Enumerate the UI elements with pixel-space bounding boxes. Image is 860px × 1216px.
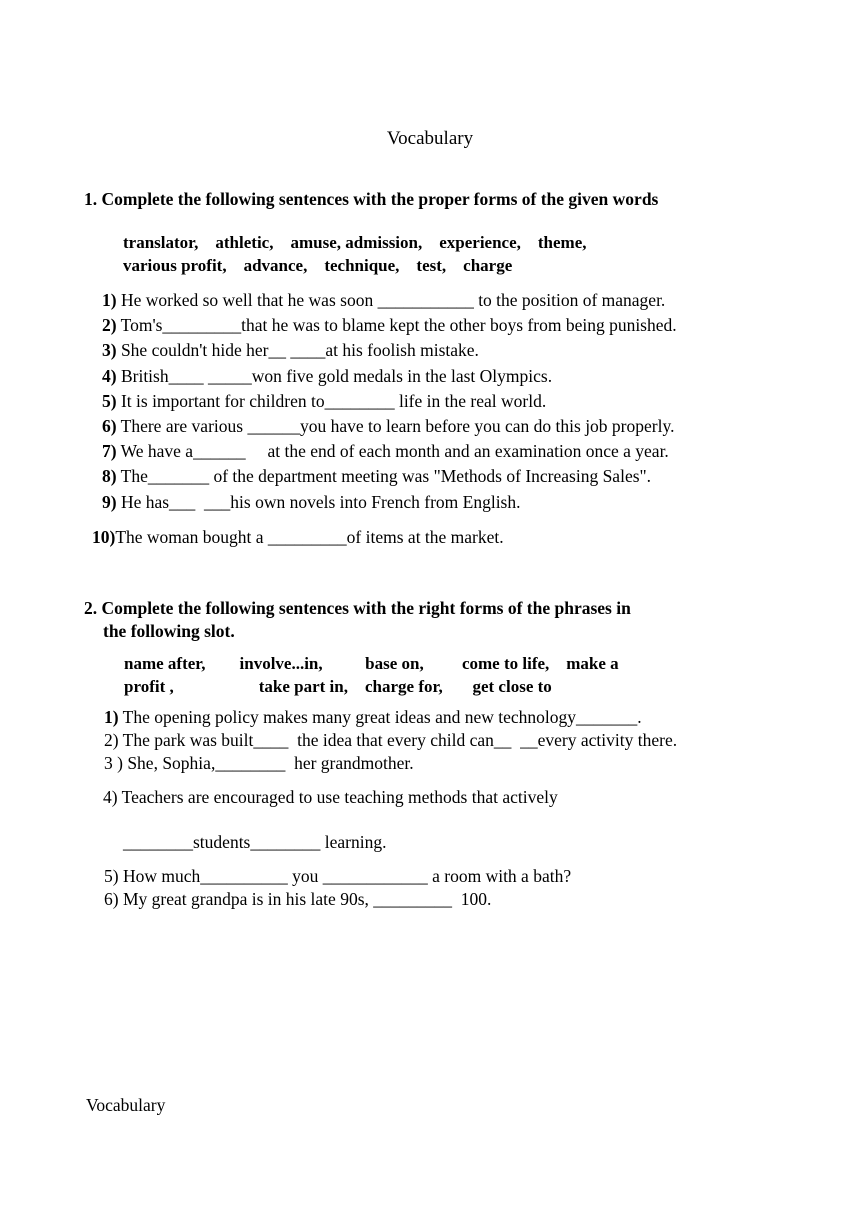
word-bank-line-2: various profit, advance, technique, test, charge (123, 256, 513, 275)
exercise2-item-4-continued: ________students________ learning. (123, 832, 387, 852)
exercise1-item-8: 8) The_______ of the department meeting was "Methods of Increasing Sales". (102, 466, 652, 486)
exercise1-item-4: 4) British____ _____won five gold medals in the last Olympics. (102, 366, 553, 386)
exercise2-item-1: 1) The opening policy makes many great ideas and new technology_______. (104, 707, 642, 727)
exercise1-item-10: 10)The woman bought a _________of items at the market. (92, 527, 504, 547)
section1-heading: 1. Complete the following sentences with the proper forms of the given words (84, 189, 659, 209)
page-footer: Vocabulary (86, 1095, 166, 1115)
page-title: Vocabulary (386, 128, 474, 149)
exercise1-item-1: 1) He worked so well that he was soon ___________ to the position of manager. (102, 290, 666, 310)
section2-heading-line-2: the following slot. (103, 621, 235, 641)
exercise2-item-6: 6) My great grandpa is in his late 90s, _________ 100. (104, 889, 492, 909)
exercise2-item-5: 5) How much__________ you ____________ a room with a bath? (104, 866, 572, 886)
exercise2-item-3: 3 ) She, Sophia,________ her grandmother. (104, 753, 414, 773)
exercise2-item-4: 4) Teachers are encouraged to use teaching methods that actively (103, 787, 558, 807)
exercise1-item-7: 7) We have a______ at the end of each month and an examination once a year. (102, 441, 669, 461)
phrase-bank-line-1: name after, involve...in, base on, come to life, make a (124, 654, 619, 673)
exercise1-item-5: 5) It is important for children to________ life in the real world. (102, 391, 547, 411)
exercise1-item-9: 9) He has___ ___his own novels into French from English. (102, 492, 521, 512)
exercise1-item-2: 2) Tom's_________that he was to blame kept the other boys from being punished. (102, 315, 677, 335)
section2-heading-line-1: 2. Complete the following sentences with the right forms of the phrases in (84, 598, 631, 618)
exercise1-item-6: 6) There are various ______you have to learn before you can do this job properly. (102, 416, 675, 436)
exercise2-item-2: 2) The park was built____ the idea that every child can__ __every activity there. (104, 730, 678, 750)
phrase-bank-line-2: profit , take part in, charge for, get close to (124, 677, 552, 696)
word-bank-line-1: translator, athletic, amuse, admission, experience, theme, (123, 233, 587, 252)
exercise1-item-3: 3) She couldn't hide her__ ____at his foolish mistake. (102, 340, 479, 360)
